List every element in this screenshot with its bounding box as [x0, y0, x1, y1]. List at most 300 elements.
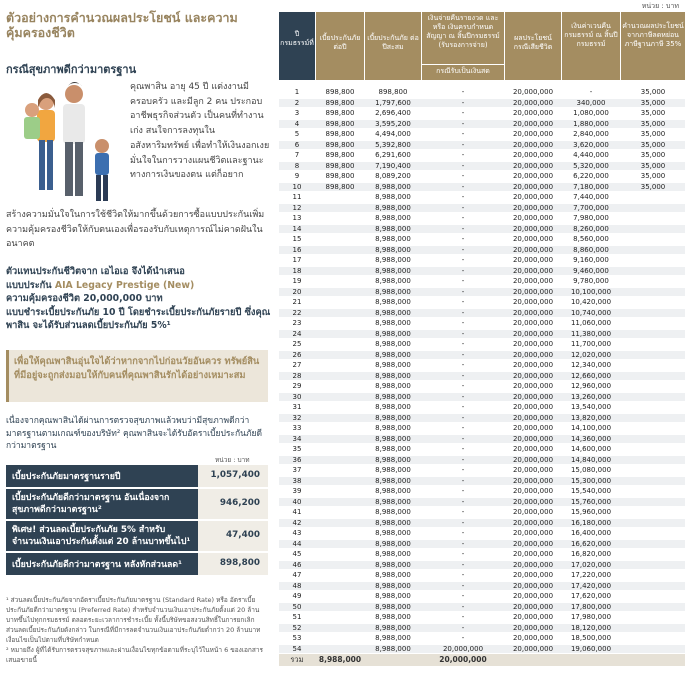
table-row: [279, 288, 685, 297]
cell-cash: 9,460,000: [573, 266, 609, 275]
cell-cash: 8,560,000: [573, 235, 609, 243]
cell-cumulative: 8,988,000: [375, 298, 411, 306]
cell-year: 30: [292, 392, 302, 401]
table-row: [279, 582, 685, 591]
table-row: [279, 414, 685, 423]
cell-death: 20,000,000: [512, 245, 554, 254]
cell-death: 20,000,000: [512, 88, 554, 96]
cell-year: 17: [292, 256, 302, 264]
cell-death: 20,000,000: [512, 193, 554, 201]
cell-cash: 7,440,000: [573, 193, 609, 201]
cell-annual: 898,800: [325, 119, 355, 128]
table-row: [279, 162, 685, 171]
cell-death: 20,000,000: [512, 329, 554, 338]
unit-label-left: หน่วย : บาท: [215, 456, 250, 464]
cell-cash: 13,540,000: [570, 403, 612, 411]
cell-year: 23: [292, 319, 302, 327]
cell-year: 32: [292, 413, 302, 422]
cell-cumulative: 8,988,000: [375, 623, 411, 632]
premium-table: [6, 465, 268, 577]
premium-row: [6, 489, 268, 519]
cell-year: 52: [292, 623, 302, 632]
cell-cumulative: 8,988,000: [375, 529, 411, 537]
cell-cumulative: 8,988,000: [375, 613, 411, 621]
cell-year: 2: [294, 98, 300, 107]
cell-maturity: -: [461, 623, 465, 632]
table-row: [279, 645, 685, 654]
cell-cumulative: 8,988,000: [375, 466, 411, 474]
table-row: [279, 351, 685, 360]
cell-year: 41: [292, 508, 302, 516]
cell-cumulative: 8,988,000: [375, 340, 411, 348]
cell-cash: 18,500,000: [570, 634, 612, 642]
footnotes: [6, 595, 268, 665]
cell-year: 51: [292, 613, 302, 621]
table-row: [279, 382, 685, 391]
cell-death: 20,000,000: [512, 350, 554, 359]
quote-bar: [6, 350, 9, 402]
cell-cash: 6,220,000: [573, 172, 609, 180]
plan-line-2: แบบประกัน AIA Legacy Prestige (New): [6, 279, 195, 291]
cell-year: 48: [292, 581, 302, 590]
cell-death: 20,000,000: [512, 539, 554, 548]
cell-cumulative: 8,988,000: [375, 581, 411, 590]
cell-maturity: -: [461, 235, 465, 243]
header-maturity: เงินจ่ายคืนรายงวด และหรือ เงินครบกำหนดสัญญา ณ สิ้นปีกรมธรรม์ (รับรองการจ่าย): [422, 12, 504, 64]
cell-death: 20,000,000: [512, 518, 554, 527]
cell-year: 33: [292, 424, 302, 432]
cell-cumulative: 8,988,000: [375, 644, 411, 653]
cell-cash: 4,440,000: [573, 151, 609, 159]
table-row: [279, 529, 685, 538]
cell-year: 18: [292, 266, 302, 275]
cell-maturity: -: [461, 319, 465, 327]
cell-maturity: -: [461, 518, 465, 527]
cell-death: 20,000,000: [512, 634, 554, 642]
cell-annual: 898,800: [325, 109, 355, 117]
cell-cumulative: 2,696,400: [375, 109, 411, 117]
cell-year: 34: [292, 434, 302, 443]
cell-cash: 13,260,000: [570, 392, 612, 401]
cell-tax: 35,000: [640, 119, 666, 128]
cell-cash: 12,020,000: [570, 350, 612, 359]
cell-cash: 17,980,000: [570, 613, 612, 621]
cell-death: 20,000,000: [512, 361, 554, 369]
cell-year: 20: [292, 287, 302, 296]
cell-death: 20,000,000: [512, 161, 554, 170]
table-row: [279, 120, 685, 129]
table-row: [279, 487, 685, 496]
cell-cash: 1,080,000: [573, 109, 609, 117]
header-death-benefit: ผลประโยชน์ กรณีเสียชีวิต: [505, 12, 561, 80]
cell-year: 44: [292, 539, 302, 548]
cell-death: 20,000,000: [512, 487, 554, 495]
cell-death: 20,000,000: [512, 308, 554, 317]
cell-cash: 14,100,000: [570, 424, 612, 432]
cell-cash: 11,060,000: [570, 319, 612, 327]
cell-tax: 35,000: [640, 161, 666, 170]
table-row: [279, 340, 685, 349]
premium-label: เบี้ยประกันภัยดีกว่ามาตรฐาน อันเนื่องจาก สุขภาพดีกว่ามาตรฐาน²: [12, 493, 170, 515]
cell-maturity: -: [461, 214, 465, 222]
cell-death: 20,000,000: [512, 172, 554, 180]
cell-cash: -: [589, 88, 593, 96]
cell-death: 20,000,000: [512, 382, 554, 390]
cell-death: 20,000,000: [512, 340, 554, 348]
table-row: [279, 151, 685, 160]
cell-cash: 12,340,000: [570, 361, 612, 369]
cell-maturity: -: [461, 529, 465, 537]
cell-cumulative: 8,988,000: [375, 403, 411, 411]
cell-cash: 11,380,000: [570, 329, 612, 338]
cell-year: 28: [292, 371, 302, 380]
premium-row: [6, 521, 268, 551]
total-label: รวม: [290, 655, 304, 664]
cell-year: 31: [292, 403, 302, 411]
cell-tax: 35,000: [640, 182, 666, 191]
cell-year: 45: [292, 550, 302, 558]
cell-cash: 14,600,000: [570, 445, 612, 453]
cell-cash: 7,700,000: [573, 203, 609, 212]
cell-cash: 13,820,000: [570, 413, 612, 422]
cell-death: 20,000,000: [512, 497, 554, 506]
cell-maturity: -: [461, 329, 465, 338]
cell-cash: 19,060,000: [570, 644, 612, 653]
cell-maturity: -: [461, 172, 465, 180]
cell-cumulative: 8,988,000: [375, 539, 411, 548]
cell-death: 20,000,000: [512, 287, 554, 296]
cell-year: 49: [292, 592, 302, 600]
cell-maturity: -: [461, 203, 465, 212]
cell-cumulative: 8,988,000: [375, 350, 411, 359]
cell-annual: 898,800: [325, 161, 355, 170]
header-tax-benefit: คำนวณผลประโยชน์ จากภาษีลดหย่อนภาษีฐานภาษี 35%: [621, 12, 685, 80]
premium-label: เบี้ยประกันภัยดีกว่ามาตรฐาน หลังหักส่วนลด¹: [12, 560, 182, 570]
cell-death: 20,000,000: [512, 476, 554, 485]
cell-cash: 9,780,000: [573, 277, 609, 285]
cell-cumulative: 8,988,000: [375, 487, 411, 495]
unit-label-right: หน่วย : บาท: [641, 2, 679, 10]
cell-cash: 17,020,000: [570, 560, 612, 569]
cell-death: 20,000,000: [512, 529, 554, 537]
cell-year: 37: [292, 466, 302, 474]
cell-death: 20,000,000: [512, 277, 554, 285]
table-row: [279, 424, 685, 433]
cell-cumulative: 8,988,000: [375, 476, 411, 485]
cell-maturity: -: [461, 308, 465, 317]
table-row: [279, 277, 685, 286]
cell-year: 26: [292, 350, 302, 359]
cell-year: 46: [292, 560, 302, 569]
cell-maturity: -: [461, 119, 465, 128]
cell-annual: 898,800: [325, 98, 355, 107]
cell-cumulative: 7,190,400: [375, 161, 411, 170]
cell-cash: 16,620,000: [570, 539, 612, 548]
table-row: [279, 172, 685, 181]
cell-death: 20,000,000: [512, 466, 554, 474]
condition-text: เนื่องจากคุณพาสินได้ผ่านการตรวจสุขภาพแล้วพบว่ามีสุขภาพดีกว่ามาตรฐานตามเกณฑ์ของบริษัท² คุณพาสินจะได้รับอัตราเบี้ยประกันภัยดีกว่ามาตรฐาน: [6, 416, 263, 451]
cell-maturity: -: [461, 130, 465, 138]
cell-maturity: -: [461, 371, 465, 380]
cell-year: 38: [292, 476, 302, 485]
plan-summary: [6, 265, 274, 333]
cell-maturity: -: [461, 382, 465, 390]
plan-line-3: ความคุ้มครองชีวิต 20,000,000 บาท: [6, 293, 163, 304]
cell-maturity: -: [461, 403, 465, 411]
cell-annual: 898,800: [325, 88, 355, 96]
cell-cash: 14,840,000: [570, 455, 612, 464]
cell-death: 20,000,000: [512, 550, 554, 558]
cell-death: 20,000,000: [512, 203, 554, 212]
cell-death: 20,000,000: [512, 623, 554, 632]
cell-maturity: -: [461, 224, 465, 233]
cell-year: 9: [294, 172, 300, 180]
cell-death: 20,000,000: [512, 235, 554, 243]
cell-cash: 16,820,000: [570, 550, 612, 558]
cell-maturity: -: [461, 571, 465, 579]
cell-maturity: -: [461, 277, 465, 285]
cell-cumulative: 8,988,000: [375, 245, 411, 254]
table-row: [279, 225, 685, 234]
table-row: [279, 613, 685, 622]
cell-maturity: -: [461, 350, 465, 359]
cell-year: 11: [292, 193, 302, 201]
cell-cumulative: 8,988,000: [375, 235, 411, 243]
cell-maturity: -: [461, 602, 465, 611]
header-maturity-cash: กรณีรับเป็นเงินสด: [422, 65, 504, 80]
cell-cumulative: 8,988,000: [375, 434, 411, 443]
cell-maturity: -: [461, 182, 465, 191]
cell-cumulative: 8,988,000: [375, 182, 411, 191]
cell-year: 29: [292, 382, 302, 390]
cell-tax: 35,000: [640, 98, 666, 107]
cell-year: 24: [292, 329, 302, 338]
cell-death: 20,000,000: [512, 371, 554, 380]
table-row: [279, 204, 685, 213]
premium-label: พิเศษ! ส่วนลดเบี้ยประกันภัย 5% สำหรับ จำนวนเงินเอาประกันตั้งแต่ 20 ล้านบาทขึ้นไป¹: [12, 525, 191, 547]
cell-cumulative: 8,988,000: [375, 392, 411, 401]
left-panel: [0, 0, 275, 679]
table-row: [279, 624, 685, 633]
cell-maturity: -: [461, 581, 465, 590]
cell-year: 54: [292, 644, 302, 653]
cell-cash: 3,620,000: [573, 140, 609, 149]
premium-value: 1,057,400: [210, 470, 260, 480]
cell-cumulative: 6,291,600: [375, 151, 411, 159]
cell-cumulative: 8,988,000: [375, 203, 411, 212]
table-row: [279, 603, 685, 612]
cell-cumulative: 8,988,000: [375, 571, 411, 579]
cell-death: 20,000,000: [512, 592, 554, 600]
cell-maturity: -: [461, 497, 465, 506]
cell-cumulative: 8,988,000: [375, 445, 411, 453]
table-row: [279, 183, 685, 192]
table-row: [279, 634, 685, 643]
cell-death: 20,000,000: [512, 602, 554, 611]
plan-line-1: ตัวแทนประกันชีวิตจาก เอไอเอ จึงได้นำเสนอ: [6, 266, 185, 277]
table-row: [279, 309, 685, 318]
cell-year: 47: [292, 571, 302, 579]
cell-cash: 16,180,000: [570, 518, 612, 527]
table-total-row: [279, 654, 685, 666]
table-row: [279, 235, 685, 244]
cell-year: 8: [294, 161, 300, 170]
cell-death: 20,000,000: [512, 434, 554, 443]
header-cumulative-premium: เบี้ยประกันภัย ต่อปีสะสม: [365, 12, 421, 80]
table-row: [279, 319, 685, 328]
cell-cash: 17,800,000: [570, 602, 612, 611]
cell-cumulative: 8,988,000: [375, 371, 411, 380]
cell-year: 53: [292, 634, 302, 642]
cell-cash: 17,220,000: [570, 571, 612, 579]
cell-cash: 17,420,000: [570, 581, 612, 590]
cell-death: 20,000,000: [512, 455, 554, 464]
cell-cash: 10,740,000: [570, 308, 612, 317]
quote-box: [6, 350, 268, 402]
cell-maturity: -: [461, 413, 465, 422]
table-row: [279, 466, 685, 475]
cell-cash: 16,400,000: [570, 529, 612, 537]
total-maturity: 20,000,000: [439, 655, 487, 664]
cell-death: 20,000,000: [512, 298, 554, 306]
cell-maturity: -: [461, 424, 465, 432]
header-year: ปี กรมธรรม์ที่: [279, 12, 315, 80]
cell-maturity: -: [461, 476, 465, 485]
cell-cumulative: 4,494,000: [375, 130, 411, 138]
cell-death: 20,000,000: [512, 182, 554, 191]
cell-year: 43: [292, 529, 302, 537]
table-row: [279, 540, 685, 549]
cell-maturity: -: [461, 298, 465, 306]
cell-death: 20,000,000: [512, 413, 554, 422]
cell-cash: 1,880,000: [573, 119, 609, 128]
cell-cash: 14,360,000: [570, 434, 612, 443]
cell-cumulative: 8,988,000: [375, 634, 411, 642]
cell-cumulative: 8,988,000: [375, 508, 411, 516]
premium-value: 47,400: [226, 530, 260, 540]
table-row: [279, 141, 685, 150]
family-illustration-icon: [10, 80, 120, 210]
cell-year: 16: [292, 245, 302, 254]
cell-tax: 35,000: [640, 130, 666, 138]
table-row: [279, 246, 685, 255]
cell-cumulative: 8,988,000: [375, 560, 411, 569]
cell-death: 20,000,000: [512, 98, 554, 107]
cell-cumulative: 8,988,000: [375, 518, 411, 527]
cell-cumulative: 8,988,000: [375, 413, 411, 422]
table-row: [279, 445, 685, 454]
table-row: [279, 330, 685, 339]
table-row: [279, 109, 685, 118]
cell-maturity: -: [461, 539, 465, 548]
cell-annual: 898,800: [325, 172, 355, 180]
cell-cumulative: 8,988,000: [375, 497, 411, 506]
table-row: [279, 130, 685, 139]
cell-cash: 12,960,000: [570, 382, 612, 390]
cell-year: 4: [294, 119, 300, 128]
page-title: ตัวอย่างการคำนวณผลประโยชน์ และความคุ้มครองชีวิต: [6, 10, 238, 40]
table-row: [279, 571, 685, 580]
cell-death: 20,000,000: [512, 571, 554, 579]
cell-maturity: 20,000,000: [442, 644, 484, 653]
cell-maturity: -: [461, 508, 465, 516]
table-row: [279, 592, 685, 601]
cell-death: 20,000,000: [512, 266, 554, 275]
table-row: [279, 88, 685, 97]
cell-year: 3: [294, 109, 300, 117]
cell-year: 35: [292, 445, 302, 453]
cell-cash: 8,260,000: [573, 224, 609, 233]
cell-cumulative: 8,089,200: [375, 172, 411, 180]
cell-annual: 898,800: [325, 151, 355, 159]
table-row: [279, 403, 685, 412]
cell-cash: 5,320,000: [573, 161, 609, 170]
cell-maturity: -: [461, 592, 465, 600]
cell-death: 20,000,000: [512, 140, 554, 149]
cell-cumulative: 8,988,000: [375, 277, 411, 285]
cell-cumulative: 8,988,000: [375, 550, 411, 558]
cell-cash: 15,080,000: [570, 466, 612, 474]
cell-maturity: -: [461, 161, 465, 170]
cell-cumulative: 8,988,000: [375, 287, 411, 296]
cell-cumulative: 8,988,000: [375, 266, 411, 275]
table-row: [279, 561, 685, 570]
plan-name: AIA Legacy Prestige (New): [54, 279, 195, 291]
cell-year: 1: [294, 88, 300, 96]
premium-label: เบี้ยประกันภัยมาตรฐานรายปี: [12, 472, 121, 482]
cell-cash: 15,300,000: [570, 476, 612, 485]
page-subtitle: กรณีสุขภาพดีกว่ามาตรฐาน: [6, 63, 137, 76]
cell-cash: 15,960,000: [570, 508, 612, 516]
cell-cash: 15,540,000: [570, 487, 612, 495]
cell-maturity: -: [461, 245, 465, 254]
cell-year: 36: [292, 455, 302, 464]
table-row: [279, 256, 685, 265]
cell-maturity: -: [461, 109, 465, 117]
cell-annual: 898,800: [325, 140, 355, 149]
cell-cash: 18,120,000: [570, 623, 612, 632]
cell-cumulative: 898,800: [378, 88, 408, 96]
cell-year: 21: [292, 298, 302, 306]
cell-cash: 7,980,000: [573, 214, 609, 222]
cell-cumulative: 8,988,000: [375, 319, 411, 327]
cell-maturity: -: [461, 266, 465, 275]
table-row: [279, 372, 685, 381]
premium-value: 946,200: [219, 498, 260, 508]
cell-maturity: -: [461, 550, 465, 558]
cell-maturity: -: [461, 434, 465, 443]
cell-tax: 35,000: [640, 109, 666, 117]
plan-line-4: แบบชำระเบี้ยประกันภัย 10 ปี โดยชำระเบี้ยประกันภัยรายปี ซึ่งคุณพาสิน จะได้รับส่วนลดเบี้ยประกันภัย 5%¹: [6, 306, 271, 331]
cell-death: 20,000,000: [512, 560, 554, 569]
footnote-2: ² หมายถึง ผู้ที่ได้รับการตรวจสุขภาพและผ่านเงื่อนไขทุกข้อตามที่ระบุไว้ในหน้า 6 ของเอกสารเสนอขายนี้: [6, 646, 263, 664]
cell-cumulative: 8,988,000: [375, 256, 411, 264]
table-row: [279, 456, 685, 465]
cell-year: 7: [294, 151, 300, 159]
cell-maturity: -: [461, 256, 465, 264]
table-row: [279, 361, 685, 370]
header-cash-value: เงินค่าเวนคืน กรมธรรม์ ณ สิ้นปี กรมธรรม์: [562, 12, 620, 80]
cell-cash: 15,760,000: [570, 497, 612, 506]
cell-maturity: -: [461, 487, 465, 495]
total-annual: 8,988,000: [318, 655, 362, 664]
cell-tax: 35,000: [640, 140, 666, 149]
table-row: [279, 99, 685, 108]
cell-year: 27: [292, 361, 302, 369]
cell-cumulative: 3,595,200: [375, 119, 411, 128]
table-row: [279, 298, 685, 307]
cell-death: 20,000,000: [512, 224, 554, 233]
